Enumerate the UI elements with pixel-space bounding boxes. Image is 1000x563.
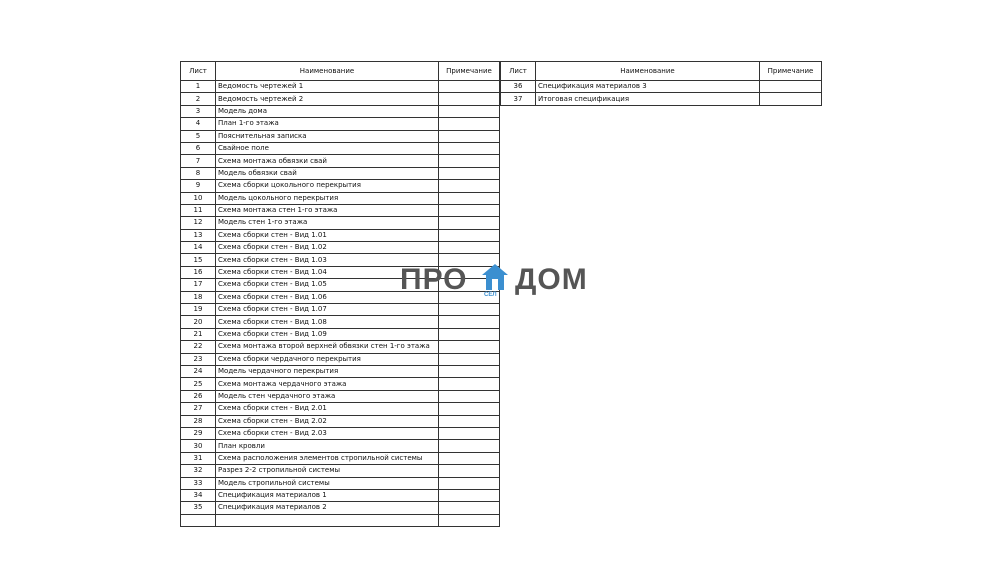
table-row: [181, 365, 500, 377]
table-row: [181, 390, 500, 402]
row-number: 6: [181, 142, 216, 154]
row-name: Схема сборки стен - Вид 1.02: [216, 242, 439, 254]
row-note: [439, 81, 500, 93]
header-note: Примечание: [439, 62, 500, 81]
row-name: Схема сборки стен - Вид 1.04: [216, 266, 439, 278]
row-name: Схема сборки стен - Вид 1.08: [216, 316, 439, 328]
table-row: [181, 217, 500, 229]
row-note: [439, 502, 500, 514]
cut-cell: [181, 514, 216, 526]
table-row: [181, 242, 500, 254]
row-number: 30: [181, 440, 216, 452]
drawings-list-table-right: [500, 61, 822, 106]
row-number: 12: [181, 217, 216, 229]
row-note: [760, 93, 822, 105]
table-row: [181, 316, 500, 328]
row-number: 34: [181, 489, 216, 501]
row-name: Модель чердачного перекрытия: [216, 365, 439, 377]
row-note: [439, 242, 500, 254]
row-name: Модель цокольного перекрытия: [216, 192, 439, 204]
row-note: [439, 316, 500, 328]
row-number: 4: [181, 118, 216, 130]
row-name: Спецификация материалов 1: [216, 489, 439, 501]
row-name: Схема сборки чердачного перекрытия: [216, 353, 439, 365]
row-note: [439, 180, 500, 192]
table-row: [181, 105, 500, 117]
table-row: [181, 81, 500, 93]
row-number: 19: [181, 304, 216, 316]
row-number: 11: [181, 204, 216, 216]
row-number: 5: [181, 130, 216, 142]
table-row: [181, 328, 500, 340]
row-name: Схема сборки стен - Вид 2.03: [216, 427, 439, 439]
row-number: 28: [181, 415, 216, 427]
row-number: 14: [181, 242, 216, 254]
row-note: [439, 304, 500, 316]
row-note: [439, 204, 500, 216]
house-icon: [480, 262, 510, 296]
header-sheet: Лист: [501, 62, 536, 81]
row-name: Модель дома: [216, 105, 439, 117]
logo-word-right: ДОМ: [515, 263, 588, 296]
row-note: [439, 167, 500, 179]
row-note: [439, 93, 500, 105]
table-row-cut: [181, 514, 500, 526]
logo-word-left: ПРО: [400, 263, 468, 296]
table-row: [181, 502, 500, 514]
table-row: [181, 415, 500, 427]
row-name: Разрез 2-2 стропильной системы: [216, 465, 439, 477]
row-number: 1: [181, 81, 216, 93]
row-number: 9: [181, 180, 216, 192]
row-number: 8: [181, 167, 216, 179]
table-row: [181, 180, 500, 192]
table-row: [181, 341, 500, 353]
table-row: [181, 130, 500, 142]
row-note: [439, 130, 500, 142]
row-number: 33: [181, 477, 216, 489]
row-name: Пояснительная записка: [216, 130, 439, 142]
logo-subtext: СЕЛ: [484, 292, 497, 298]
row-name: Схема монтажа обвязки свай: [216, 155, 439, 167]
table-row: [181, 452, 500, 464]
table-row: [181, 477, 500, 489]
row-name: Схема расположения элементов стропильной системы: [216, 452, 439, 464]
row-name: Схема сборки стен - Вид 1.09: [216, 328, 439, 340]
row-note: [439, 341, 500, 353]
row-number: 23: [181, 353, 216, 365]
row-number: 35: [181, 502, 216, 514]
row-name: План кровли: [216, 440, 439, 452]
table-body-right: [501, 81, 822, 106]
row-note: [439, 155, 500, 167]
row-number: 36: [501, 81, 536, 93]
cut-cell: [216, 514, 439, 526]
table-row: [181, 378, 500, 390]
row-note: [439, 415, 500, 427]
row-number: 37: [501, 93, 536, 105]
row-note: [439, 477, 500, 489]
row-number: 3: [181, 105, 216, 117]
row-number: 24: [181, 365, 216, 377]
cut-cell: [439, 514, 500, 526]
row-number: 21: [181, 328, 216, 340]
row-name: Схема сборки стен - Вид 2.02: [216, 415, 439, 427]
row-number: 18: [181, 291, 216, 303]
row-note: [439, 328, 500, 340]
row-number: 27: [181, 403, 216, 415]
table-header-row: [181, 62, 500, 81]
row-number: 31: [181, 452, 216, 464]
row-number: 22: [181, 341, 216, 353]
table-row: [181, 118, 500, 130]
row-number: 7: [181, 155, 216, 167]
row-note: [439, 118, 500, 130]
row-name: Схема сборки стен - Вид 1.01: [216, 229, 439, 241]
row-note: [439, 489, 500, 501]
table-row: [501, 81, 822, 93]
row-name: Схема сборки стен - Вид 1.03: [216, 254, 439, 266]
row-name: Схема монтажа стен 1-го этажа: [216, 204, 439, 216]
row-name: Схема сборки стен - Вид 2.01: [216, 403, 439, 415]
row-note: [439, 378, 500, 390]
table-row: [181, 167, 500, 179]
table-body-left: [181, 81, 500, 527]
header-name: Наименование: [536, 62, 760, 81]
row-number: 29: [181, 427, 216, 439]
row-number: 32: [181, 465, 216, 477]
row-number: 10: [181, 192, 216, 204]
row-name: Схема сборки стен - Вид 1.06: [216, 291, 439, 303]
table-row: [181, 465, 500, 477]
row-name: Схема монтажа чердачного этажа: [216, 378, 439, 390]
row-name: Спецификация материалов 2: [216, 502, 439, 514]
row-name: Схема сборки цокольного перекрытия: [216, 180, 439, 192]
row-note: [439, 217, 500, 229]
row-note: [439, 390, 500, 402]
row-note: [439, 452, 500, 464]
header-name: Наименование: [216, 62, 439, 81]
table-row: [181, 155, 500, 167]
row-note: [439, 192, 500, 204]
row-note: [439, 403, 500, 415]
table-row: [181, 204, 500, 216]
table-row: [181, 192, 500, 204]
row-number: 2: [181, 93, 216, 105]
table-row: [181, 489, 500, 501]
header-note: Примечание: [760, 62, 822, 81]
row-number: 26: [181, 390, 216, 402]
table-row: [181, 304, 500, 316]
row-name: Спецификация материалов 3: [536, 81, 760, 93]
row-name: Схема сборки стен - Вид 1.07: [216, 304, 439, 316]
row-number: 20: [181, 316, 216, 328]
table-row: [501, 93, 822, 105]
row-name: Модель стропильной системы: [216, 477, 439, 489]
table-row: [181, 440, 500, 452]
row-name: Модель обвязки свай: [216, 167, 439, 179]
table-row: [181, 353, 500, 365]
row-name: План 1-го этажа: [216, 118, 439, 130]
row-name: Ведомость чертежей 2: [216, 93, 439, 105]
row-name: Схема сборки стен - Вид 1.05: [216, 279, 439, 291]
row-number: 25: [181, 378, 216, 390]
row-note: [439, 105, 500, 117]
row-name: Итоговая спецификация: [536, 93, 760, 105]
row-note: [439, 353, 500, 365]
header-sheet: Лист: [181, 62, 216, 81]
table-row: [181, 403, 500, 415]
row-number: 16: [181, 266, 216, 278]
row-name: Модель стен чердачного этажа: [216, 390, 439, 402]
table-header-row: [501, 62, 822, 81]
row-name: Модель стен 1-го этажа: [216, 217, 439, 229]
table-row: [181, 93, 500, 105]
row-note: [760, 81, 822, 93]
row-name: Свайное поле: [216, 142, 439, 154]
row-number: 17: [181, 279, 216, 291]
table-row: [181, 229, 500, 241]
row-number: 15: [181, 254, 216, 266]
row-name: Схема монтажа второй верхней обвязки стен 1-го этажа: [216, 341, 439, 353]
row-note: [439, 440, 500, 452]
row-note: [439, 365, 500, 377]
row-note: [439, 142, 500, 154]
table-row: [181, 142, 500, 154]
row-number: 13: [181, 229, 216, 241]
row-note: [439, 465, 500, 477]
row-note: [439, 229, 500, 241]
row-name: Ведомость чертежей 1: [216, 81, 439, 93]
table-row: [181, 427, 500, 439]
row-note: [439, 427, 500, 439]
watermark-logo: [400, 262, 600, 302]
